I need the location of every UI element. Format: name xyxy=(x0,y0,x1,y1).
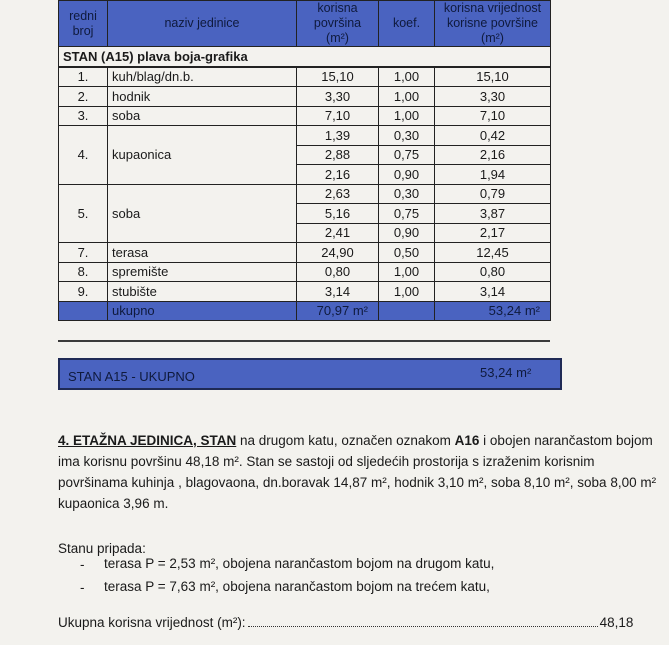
row-coef: 0,90 xyxy=(379,165,435,185)
row-value: 3,87 xyxy=(435,204,551,224)
row-number: 2. xyxy=(59,87,108,107)
bullet-dash: - xyxy=(80,580,85,595)
header-naziv: naziv jedinice xyxy=(108,1,297,47)
total-row xyxy=(59,301,551,321)
total-label: ukupno xyxy=(108,301,297,321)
row-area: 2,88 xyxy=(297,145,379,165)
row-value: 2,16 xyxy=(435,145,551,165)
row-area: 2,16 xyxy=(297,165,379,185)
table-row xyxy=(59,87,551,107)
row-number: 1. xyxy=(59,67,108,87)
row-value: 3,14 xyxy=(435,282,551,302)
section4-heading: 4. ETAŽNA JEDINICA, STAN xyxy=(58,433,237,448)
summary-label: STAN A15 - UKUPNO xyxy=(68,369,195,384)
row-area: 0,80 xyxy=(297,262,379,282)
row-number: 4. xyxy=(59,126,108,185)
table-row xyxy=(59,67,551,87)
summary-value: 53,24 m² xyxy=(480,365,532,380)
total-line-value: 48,18 xyxy=(599,615,634,630)
row-coef: 1,00 xyxy=(379,106,435,126)
total-value: 53,24 m² xyxy=(435,301,551,321)
row-name: kuh/blag/dn.b. xyxy=(108,67,297,87)
row-area: 5,16 xyxy=(297,204,379,224)
row-area: 7,10 xyxy=(297,106,379,126)
row-value: 2,17 xyxy=(435,223,551,243)
row-number: 3. xyxy=(59,106,108,126)
row-name: terasa xyxy=(108,243,297,263)
row-value: 0,42 xyxy=(435,126,551,146)
dotted-leader xyxy=(248,626,598,627)
bullet-item-1: terasa P = 2,53 m², obojena narančastom bojom na drugom katu, xyxy=(104,556,495,571)
row-area: 24,90 xyxy=(297,243,379,263)
area-table-container xyxy=(58,0,550,321)
row-name: soba xyxy=(108,106,297,126)
row-coef: 0,30 xyxy=(379,184,435,204)
section-title-row xyxy=(59,47,551,67)
row-coef: 1,00 xyxy=(379,262,435,282)
row-coef: 1,00 xyxy=(379,87,435,107)
divider-line xyxy=(58,340,550,342)
row-number: 5. xyxy=(59,184,108,243)
header-redni-broj: redni broj xyxy=(59,1,108,47)
table-row xyxy=(59,184,551,204)
row-value: 0,80 xyxy=(435,262,551,282)
area-table xyxy=(58,0,551,321)
row-coef: 0,90 xyxy=(379,223,435,243)
row-value: 0,79 xyxy=(435,184,551,204)
row-area: 3,30 xyxy=(297,87,379,107)
bullet-item-2: terasa P = 7,63 m², obojena narančastom bojom na trećem katu, xyxy=(104,579,490,594)
total-area: 70,97 m² xyxy=(297,301,379,321)
row-coef: 1,00 xyxy=(379,67,435,87)
row-value: 1,94 xyxy=(435,165,551,185)
header-vrijednost: korisna vrijednost korisne površine (m²) xyxy=(435,1,551,47)
row-area: 2,41 xyxy=(297,223,379,243)
row-coef: 0,50 xyxy=(379,243,435,263)
row-name: soba xyxy=(108,184,297,243)
section4-mark: A16 xyxy=(454,433,480,448)
section4-line2: ima korisnu površinu 48,18 m². Stan se sastoji od sljedećih prostorija s izraženim korisnim xyxy=(58,454,595,469)
row-number: 7. xyxy=(59,243,108,263)
row-coef: 0,75 xyxy=(379,145,435,165)
section-title: STAN (A15) plava boja-grafika xyxy=(59,47,551,67)
row-name: kupaonica xyxy=(108,126,297,185)
row-coef: 0,30 xyxy=(379,126,435,146)
row-area: 1,39 xyxy=(297,126,379,146)
table-row xyxy=(59,106,551,126)
section4-line3: površinama kuhinja , blagovaona, dn.boravak 14,87 m², hodnik 3,10 m², soba 8,10 m², soba 8,00 m² xyxy=(58,475,657,490)
total-line-label: Ukupna korisna vrijednost (m²): xyxy=(58,615,246,630)
row-name: stubište xyxy=(108,282,297,302)
row-value: 7,10 xyxy=(435,106,551,126)
row-number: 8. xyxy=(59,262,108,282)
row-name: spremište xyxy=(108,262,297,282)
row-area: 15,10 xyxy=(297,67,379,87)
section4-line1: 4. ETAŽNA JEDINICA, STAN na drugom katu, označen oznakom A16 i obojen narančastom bojom xyxy=(58,433,653,448)
table-header-row xyxy=(59,1,551,47)
row-area: 2,63 xyxy=(297,184,379,204)
row-coef: 0,75 xyxy=(379,204,435,224)
section4-line4: kupaonica 3,96 m. xyxy=(58,496,169,511)
row-name: hodnik xyxy=(108,87,297,107)
table-row xyxy=(59,243,551,263)
table-row xyxy=(59,126,551,146)
row-value: 12,45 xyxy=(435,243,551,263)
row-number: 9. xyxy=(59,282,108,302)
table-row xyxy=(59,262,551,282)
table-row xyxy=(59,282,551,302)
header-povrsina: korisna površina (m²) xyxy=(297,1,379,47)
row-value: 15,10 xyxy=(435,67,551,87)
row-area: 3,14 xyxy=(297,282,379,302)
total-line xyxy=(58,612,669,633)
summary-bar xyxy=(58,358,562,390)
belongs-label: Stanu pripada: xyxy=(58,541,146,556)
row-coef: 1,00 xyxy=(379,282,435,302)
bullet-dash: - xyxy=(80,557,85,572)
header-koef: koef. xyxy=(379,1,435,47)
row-value: 3,30 xyxy=(435,87,551,107)
